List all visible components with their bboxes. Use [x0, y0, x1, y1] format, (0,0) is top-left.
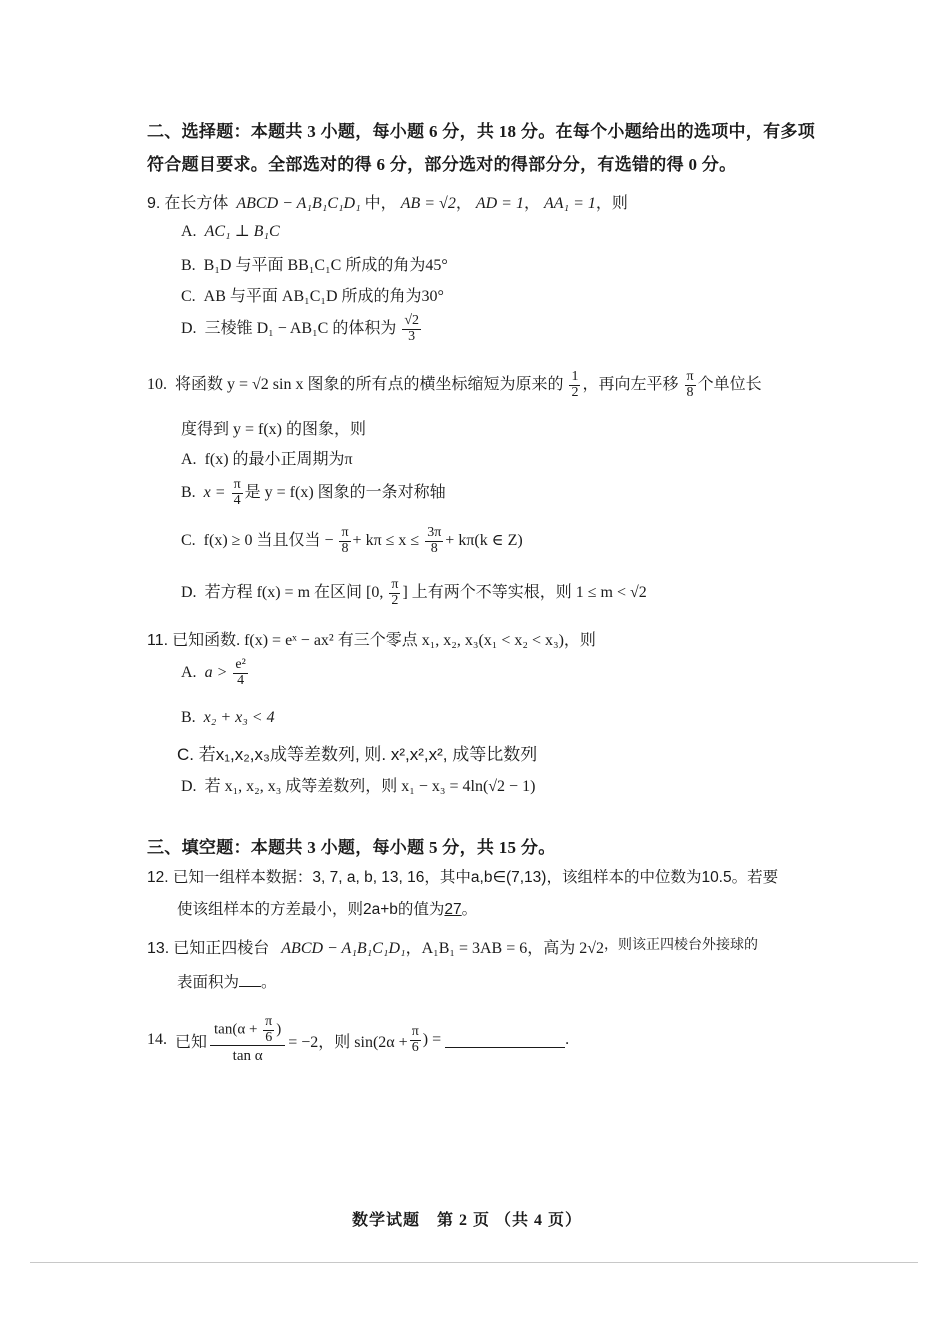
option-label: B. — [181, 257, 196, 274]
question-9-stem: 9. 在长方体 ABCD − A₁B₁C₁D₁ 中， AB = √2， AD = 1， AA₁ = 1，则 — [147, 195, 628, 212]
question-number: 10. — [147, 375, 167, 393]
answer-blank[interactable] — [239, 974, 261, 987]
answer-value: 27 — [444, 901, 462, 918]
fraction — [339, 526, 350, 556]
fraction-denominator: 4 — [237, 672, 245, 688]
fraction-numerator: π — [411, 1023, 419, 1039]
option-label: D. — [181, 778, 197, 795]
q11-option-d — [181, 773, 535, 796]
section-2-heading-line1: 二、选择题：本题共 3 小题，每小题 6 分，共 18 分。在每个小题给出的选项中，有多项 — [147, 122, 815, 141]
fraction-numerator — [210, 1015, 285, 1046]
option-text: + kπ(k ∈ Z) — [445, 531, 523, 549]
stem-text: 已知函数. f(x) = eˣ − ax² 有三个零点 x₁, x₂, x₃(x₁ < x₂ < x₃)，则 — [172, 632, 596, 649]
option-label: C. — [181, 531, 196, 549]
option-text: 若x₁,x₂,x₃成等差数列, 则. x²,x²,x², 成等比数列 — [198, 745, 538, 764]
option-text: ] 上有两个不等实根，则 1 ≤ m < √2 — [402, 583, 647, 601]
stem-text: 表面积为 — [177, 974, 240, 991]
fraction-numerator: π — [265, 1014, 273, 1029]
math-solid: ABCD − A₁B₁C₁D₁ — [281, 940, 406, 957]
question-12-line1 — [147, 865, 778, 887]
q10-option-a — [181, 446, 353, 469]
q10-option-d — [181, 578, 647, 608]
option-text: B₁D 与平面 BB₁C₁C 所成的角为45° — [203, 257, 448, 274]
q9-option-d — [181, 314, 423, 344]
fraction — [425, 526, 443, 556]
section-3-heading: 三、填空题：本题共 3 小题，每小题 5 分，共 15 分。 — [147, 838, 556, 857]
question-10-line2: 度得到 y = f(x) 的图象，则 — [181, 421, 367, 438]
fraction — [263, 1015, 274, 1045]
stem-text: = −2，则 sin(2α + — [288, 1033, 408, 1051]
option-text: x = — [203, 483, 226, 501]
fraction-denominator: 6 — [265, 1029, 273, 1045]
fraction-numerator: e² — [235, 657, 246, 672]
question-number: 11. — [147, 632, 169, 649]
numerator-text: ) — [276, 1021, 282, 1038]
math-solid: ABCD − A₁B₁C₁D₁ — [236, 195, 361, 212]
question-number: 14. — [147, 1031, 167, 1049]
option-text: 若方程 f(x) = m 在区间 [0, — [204, 583, 384, 601]
stem-text: ，则 — [595, 195, 628, 212]
fraction — [410, 1025, 421, 1055]
q11-option-c — [177, 740, 537, 765]
fraction-numerator: π — [686, 369, 694, 384]
numerator-text: tan(α + — [214, 1021, 258, 1038]
question-13-line1 — [147, 934, 758, 958]
fraction — [389, 578, 400, 608]
fraction-denominator: 8 — [686, 384, 694, 400]
q10-option-c — [181, 526, 523, 556]
math-condition: ，A₁B₁ = 3AB = 6，高为 2√2 — [405, 940, 605, 957]
question-number: 13. — [147, 940, 170, 957]
fraction — [685, 370, 696, 400]
stem-text: 已知一组样本数据：3, 7, a, b, 13, 16，其中a,b∈(7,13)，该组样本的中位数为10.5。若要 — [172, 869, 779, 886]
option-text: f(x) 的最小正周期为π — [204, 451, 353, 468]
fraction — [232, 478, 243, 508]
math-condition: AD = 1 — [475, 195, 524, 212]
page-footer: 数学试题 第 2 页 （共 4 页） — [352, 1212, 583, 1229]
question-number: 9. — [147, 195, 161, 212]
fraction-numerator: π — [341, 525, 349, 540]
option-text: f(x) ≥ 0 当且仅当 − — [203, 531, 334, 549]
option-label: D. — [181, 583, 197, 601]
fraction — [569, 370, 580, 400]
option-label: A. — [181, 663, 197, 681]
section-2-heading-line2: 符合题目要求。全部选对的得 6 分，部分选对的得部分分，有选错的得 0 分。 — [147, 155, 737, 174]
fraction-denominator: 6 — [411, 1039, 419, 1055]
stem-text: ，再向左平移 — [582, 375, 679, 393]
fraction-numerator: π — [233, 477, 241, 492]
fraction-denominator: 4 — [233, 492, 241, 508]
fraction-numerator: π — [391, 577, 399, 592]
option-label: B. — [181, 709, 196, 726]
question-number: 12. — [147, 869, 169, 886]
math-condition: AB = √2 — [400, 195, 456, 212]
stem-text: 。 — [461, 901, 478, 918]
question-11-stem — [147, 627, 596, 650]
option-label: C. — [177, 745, 194, 764]
q10-option-b — [181, 478, 446, 508]
q9-option-b — [181, 252, 448, 275]
stem-text: 已知 — [175, 1033, 208, 1051]
option-text: 若 x₁, x₂, x₃ 成等差数列，则 x₁ − x₃ = 4ln(√2 − 1) — [204, 778, 536, 795]
q11-option-b — [181, 709, 275, 727]
fraction-denominator: 2 — [571, 384, 579, 400]
question-10-line1 — [147, 370, 762, 400]
fraction — [233, 658, 247, 688]
math-condition: AA₁ = 1 — [543, 195, 596, 212]
fraction-numerator: √2 — [404, 313, 420, 328]
question-12-line2 — [177, 897, 477, 919]
q11-option-a — [181, 658, 250, 688]
stem-text: 使该组样本的方差最小，则2a+b的值为 — [177, 901, 445, 918]
stem-text: 个单位长 — [697, 375, 762, 393]
stem-text: . — [565, 1031, 570, 1049]
stem-text: 将函数 y = √2 sin x 图象的所有点的横坐标缩短为原来的 — [175, 375, 564, 393]
option-text: AC₁ ⊥ B₁C — [204, 223, 280, 240]
fraction-denominator: tan α — [232, 1048, 263, 1065]
option-label: A. — [181, 451, 197, 468]
option-text: + kπ ≤ x ≤ — [352, 531, 420, 549]
option-text: AB 与平面 AB₁C₁D 所成的角为30° — [203, 288, 444, 305]
option-label: B. — [181, 483, 196, 501]
stem-text: 中， — [364, 195, 397, 212]
question-13-line2 — [177, 970, 277, 992]
stem-text: 在长方体 — [164, 195, 229, 212]
option-label: A. — [181, 223, 197, 240]
stem-text: ) = — [422, 1031, 442, 1049]
option-text: a > — [204, 663, 228, 681]
fraction-numerator: 3π — [427, 525, 442, 540]
answer-blank[interactable] — [445, 1033, 565, 1048]
option-text: 三棱锥 D₁ − AB₁C 的体积为 — [204, 319, 397, 337]
fraction — [402, 314, 421, 344]
fraction-numerator: 1 — [571, 369, 579, 384]
stem-text: 。 — [261, 974, 277, 991]
option-label: C. — [181, 288, 196, 305]
fraction-denominator: 3 — [408, 328, 416, 344]
option-text: x₂ + x₃ < 4 — [203, 709, 275, 726]
fraction-denominator: 8 — [341, 540, 349, 556]
fraction-denominator: 2 — [391, 592, 399, 608]
fraction-main — [210, 1015, 285, 1065]
option-text: 是 y = f(x) 图象的一条对称轴 — [244, 483, 446, 501]
q9-option-c — [181, 283, 444, 306]
question-14 — [147, 1015, 569, 1065]
stem-text: ，则该正四棱台外接球的 — [604, 936, 759, 952]
q9-option-a — [181, 221, 280, 241]
page-bottom-divider — [30, 1262, 918, 1263]
option-label: D. — [181, 319, 197, 337]
fraction-denominator: 8 — [430, 540, 438, 556]
stem-text: 已知正四棱台 — [173, 940, 270, 957]
